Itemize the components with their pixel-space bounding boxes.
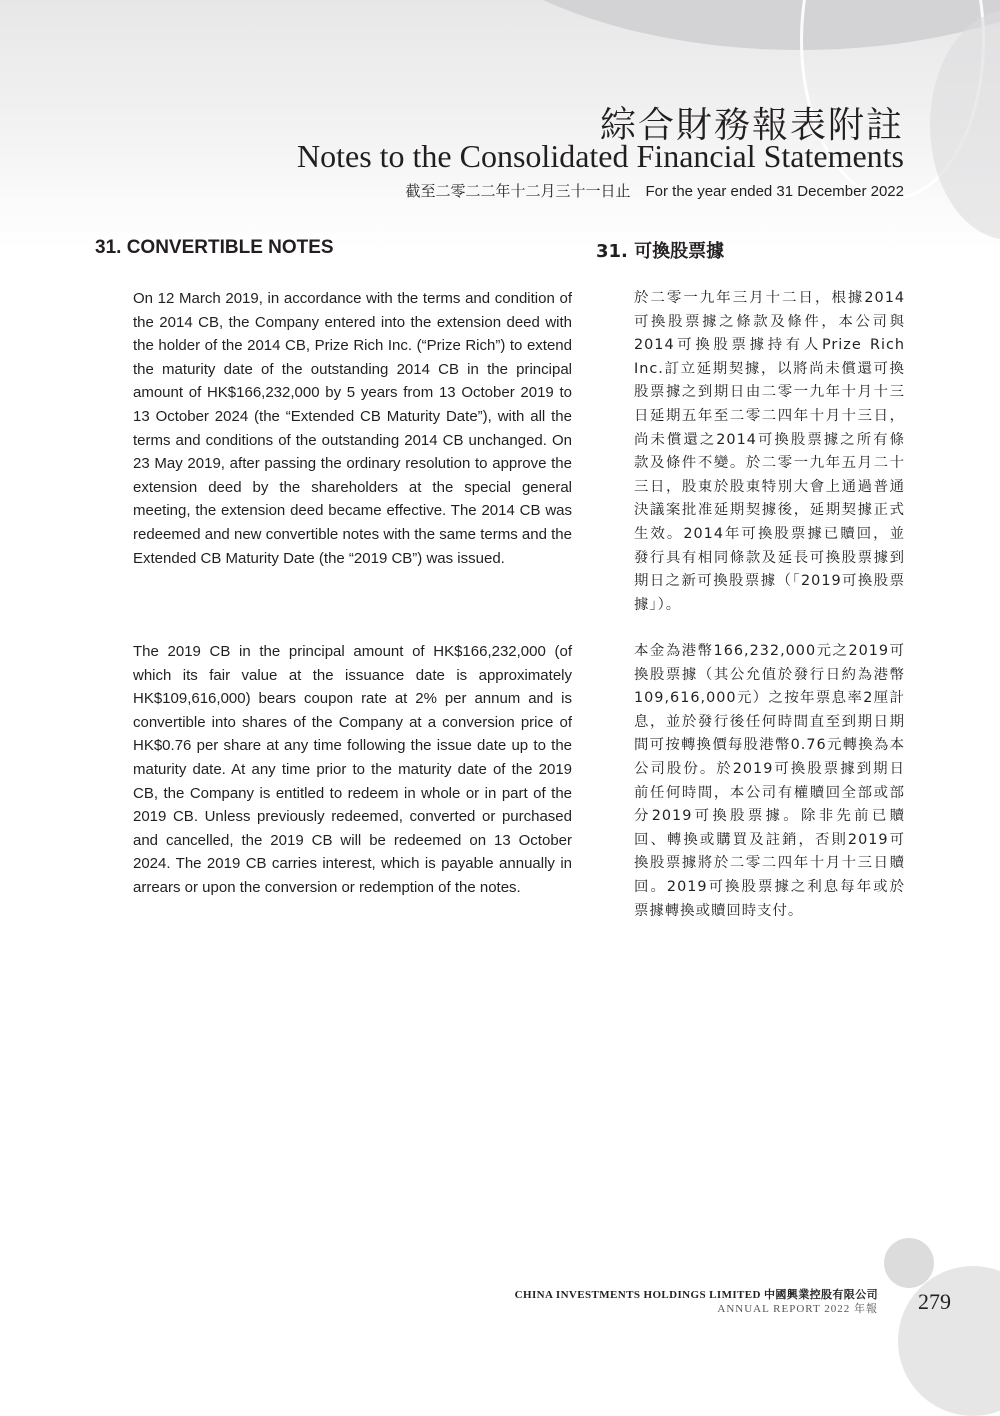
section-heading-english: 31. CONVERTIBLE NOTES xyxy=(95,237,334,258)
paragraph-english-2: The 2019 CB in the principal amount of HK$166,232,000 (of which its fair value at the issuance date is approximately HK$109,616,000) bears coupon rate at 2% per annum and is convertible into shares of the Company at a conversion price of HK$0.76 per share at any time following the issue date up to the maturity date. At any time prior to the maturity date of the 2019 CB, the Company is entitled to redeem in whole or in part of the 2019 CB. Unless previously redeemed, converted or purchased and cancelled, the 2019 CB will be redeemed on 13 October 2024. The 2019 CB carries interest, which is payable annually in arrears or upon the conversion or redemption of the notes. xyxy=(133,643,572,896)
page-title-chinese: 綜合財務報表附註 xyxy=(599,105,904,146)
paragraph-chinese-2: 本金為港幣166,232,000元之2019可換股票據（其公允值於發行日約為港幣109,616,000元）之按年票息率2厘計息，並於發行後任何時間直至到期日期間可按轉換價每股港幣0.76元轉換為本公司股份。於2019可換股票據到期日前任何時間，本公司有權贖回全部或部分2019可換股票據。除非先前已贖回、轉換或購買及註銷，否則2019可換股票據將於二零二四年十月十三日贖回。2019可換股票據之利息每年或於票據轉換或贖回時支付。 xyxy=(634,643,905,919)
page-subtitle: 截至二零二二年十二月三十一日止 For the year ended 31 December 2022 xyxy=(405,183,904,200)
page-title-english: Notes to the Consolidated Financial Statements xyxy=(296,138,904,174)
footer-company-name: CHINA INVESTMENTS HOLDINGS LIMITED 中國興業控股有限公司 xyxy=(514,1289,878,1301)
section-heading-chinese: 31. 可換股票據 xyxy=(596,241,725,262)
footer-report-label: ANNUAL REPORT 2022 年報 xyxy=(717,1303,878,1315)
paragraph-english-1: On 12 March 2019, in accordance with the terms and condition of the 2014 CB, the Company entered into the extension deed with the holder of the 2014 CB, Prize Rich Inc. (“Prize Rich”) to extend the maturity date of the outstanding 2014 CB in the principal amount of HK$166,232,000 by 5 years from 13 October 2019 to 13 October 2024 (the “Extended CB Maturity Date”), with all the terms and conditions of the outstanding 2014 CB unchanged. On 23 May 2019, after passing the ordinary resolution to approve the extension deed by the shareholders at the special general meeting, the extension deed became effective. The 2014 CB was redeemed and new convertible notes with the same terms and the Extended CB Maturity Date (the “2019 CB”) was issued. xyxy=(133,290,572,567)
page-number: 279 xyxy=(918,1289,951,1314)
paragraph-chinese-1: 於二零一九年三月十二日，根據2014可換股票據之條款及條件，本公司與2014可換股票據持有人Prize Rich Inc.訂立延期契據，以將尚未償還可換股票據之到期日由二零一九年十月十三日延期五年至二零二四年十月十三日，尚未償還之2014可換股票據之所有條款及條件不變。於二零一九年五月二十三日，股東於股東特別大會上通過普通決議案批准延期契據後，延期契據正式生效。2014年可換股票據已贖回，並發行具有相同條款及延長可換股票據到期日之新可換股票據（「2019可換股票據」）。 xyxy=(634,290,905,613)
